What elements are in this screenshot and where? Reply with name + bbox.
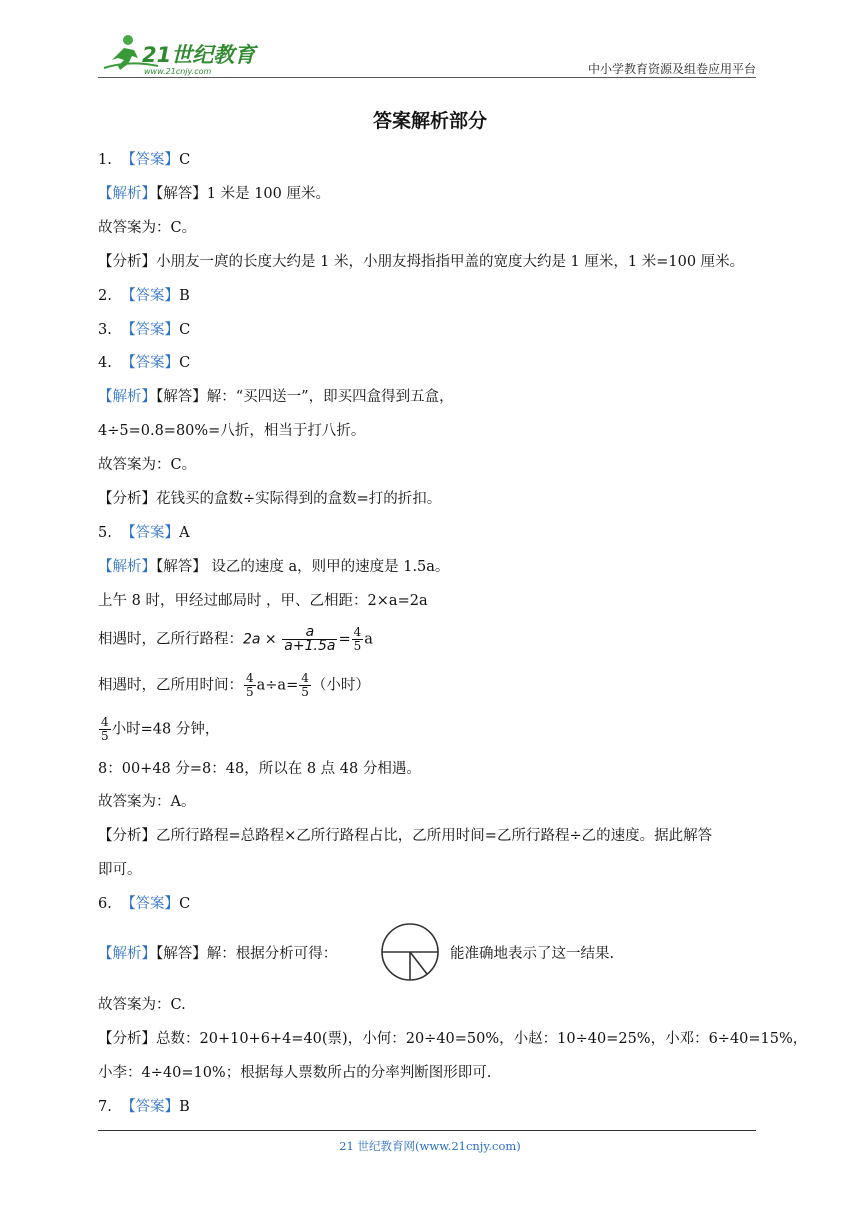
fraction: $\frac{4}{5}$ bbox=[101, 715, 109, 743]
footer-text: 21 世纪教育网(www.21cnjy.com) bbox=[339, 1139, 521, 1153]
q5-fenxi2: 即可。 bbox=[98, 862, 142, 878]
q6-answer-line: 6. 【答案】C bbox=[98, 896, 191, 912]
q5-line5: $\frac{4}{5}$ 小时=48 分钟， bbox=[101, 715, 220, 743]
page-title: 答案解析部分 bbox=[372, 110, 487, 132]
q7-answer-line: 7. 【答案】B bbox=[98, 1099, 190, 1115]
q1-jieda: 【解析】【解答】1 米是 100 厘米。 bbox=[98, 186, 330, 202]
q5-guda: 故答案为：A。 bbox=[98, 794, 196, 810]
q4-line2: 4÷5=0.8=80%=八折，相当于打八折。 bbox=[98, 423, 366, 439]
q4-jieda: 【解析】【解答】解：“买四送一”，即买四盒得到五盒， bbox=[98, 389, 454, 405]
logo-21cnjy bbox=[98, 30, 268, 78]
q5-line3: 相遇时，乙所行路程：2a × $\frac{a}{a+1.5a}$ = $\frac{4}{5}$ a bbox=[98, 624, 373, 654]
q1-guda: 故答案为：C。 bbox=[98, 220, 197, 236]
q4-fenxi: 【分析】花钱买的盒数÷实际得到的盒数=打的折扣。 bbox=[98, 491, 442, 507]
q4-answer-line: 4. 【答案】C bbox=[98, 355, 191, 371]
fraction: $\frac{4}{5}$ bbox=[246, 671, 254, 699]
q5-jieda: 【解析】【解答】 设乙的速度 a，则甲的速度是 1.5a。 bbox=[98, 559, 450, 575]
q1-fenxi: 【分析】小朋友一庹的长度大约是 1 米，小朋友拇指指甲盖的宽度大约是 1 厘米，1 米=100 厘米。 bbox=[98, 254, 745, 270]
q6-fenxi2: 小李：4÷40=10%；根据每人票数所占的分率判断图形即可. bbox=[98, 1065, 492, 1081]
page-header bbox=[98, 30, 756, 80]
q5-fenxi1: 【分析】乙所行路程=总路程×乙所行路程占比，乙所用时间=乙所行路程÷乙的速度。据此解答 bbox=[98, 828, 713, 844]
fraction: $\frac{a}{a+1.5a}$ bbox=[284, 624, 336, 654]
fraction: $\frac{4}{5}$ bbox=[353, 625, 362, 653]
answer-tag: 【答案】 bbox=[121, 152, 180, 168]
q5-answer-line: 5. 【答案】A bbox=[98, 525, 190, 541]
q5-line2: 上午 8 时，甲经过邮局时 ，甲、乙相距：2×a=2a bbox=[98, 593, 428, 609]
header-right-text: 中小学教育资源及组卷应用平台 bbox=[587, 62, 756, 76]
q1-answer-line: 1. 【答案】C bbox=[98, 152, 191, 168]
q6-fenxi1: 【分析】总数：20+10+6+4=40(票)，小何：20÷40=50%，小赵：10÷40=25%，小邓：6÷40=15%， bbox=[98, 1031, 808, 1047]
q6-jieda-pre: 【解析】【解答】解：根据分析可得： bbox=[98, 946, 338, 962]
footer-divider bbox=[98, 1130, 756, 1131]
q5-line4: 相遇时，乙所用时间： $\frac{4}{5}$ a÷a= $\frac{4}{5}$ （小时） bbox=[98, 671, 370, 699]
q6-jieda-post: 能准确地表示了这一结果. bbox=[450, 946, 615, 962]
pie-chart-figure bbox=[380, 922, 440, 982]
q3-answer-line: 3. 【答案】C bbox=[98, 322, 191, 338]
q4-guda: 故答案为：C。 bbox=[98, 457, 197, 473]
q6-guda: 故答案为：C. bbox=[98, 997, 186, 1013]
header-divider bbox=[98, 77, 756, 78]
jiexi-tag: 【解析】 bbox=[98, 186, 156, 202]
logo-text: 21世纪教育 bbox=[142, 43, 256, 67]
logo-url: www.21cnjy.com bbox=[144, 67, 212, 76]
q2-answer-line: 2. 【答案】B bbox=[98, 288, 190, 304]
fraction: $\frac{4}{5}$ bbox=[301, 671, 309, 699]
q5-line6: 8：00+48 分=8：48，所以在 8 点 48 分相遇。 bbox=[98, 761, 421, 777]
